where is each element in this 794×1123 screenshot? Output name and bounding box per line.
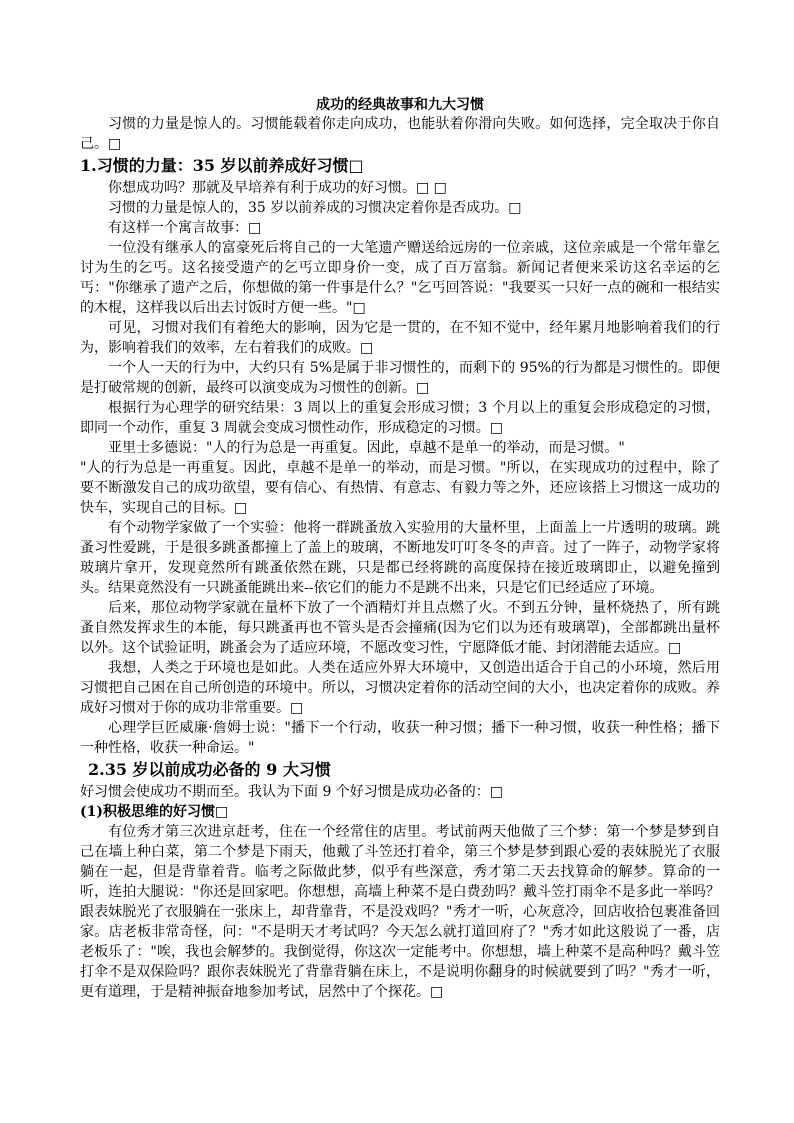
paragraph: 一个人一天的行为中，大约只有 5%是属于非习惯性的，而剩下的 95%的行为都是习惯性的。即便是打破常规的创新，最终可以演变成为习惯性的创新。□ [80,360,720,396]
document-page [80,97,720,1002]
paragraph: 习惯的力量是惊人的，35 岁以前养成的习惯决定着你是否成功。□ [108,200,522,216]
paragraph: 有个动物学家做了一个实验：他将一群跳蚤放入实验用的大量杯里，上面盖上一片透明的玻璃。跳蚤习性爱跳，于是很多跳蚤都撞上了盖上的玻璃，不断地发叮叮冬冬的声音。过了一阵子，动物学家将玻璃片拿开，发现竟然所有跳蚤依然在跳，只是都已经将跳的高度保持在接近玻璃即止，以避免撞到头。结果竟然没有一只跳蚤能跳出来--依它们的能力不是跳不出来，只是它们已经适应了环境。 [80,520,720,596]
paragraph: 你想成功吗？那就及早培养有利于成功的好习惯。□ □ [108,180,447,196]
section2-intro: 好习惯会使成功不期而至。我认为下面 9 个好习惯是成功必备的：□ [80,784,504,800]
paragraph: 一位没有继承人的富豪死后将自己的一大笔遗产赠送给远房的一位亲戚，这位亲戚是一个常年靠乞讨为生的乞丐。这名接受遗产的乞丐立即身价一变，成了百万富翁。新闻记者便来采访这名幸运的乞丐："你继承了遗产之后，你想做的第一件事是什么？"乞丐回答说："我要买一只好一点的碗和一根结实的木棍，这样我以后出去讨饭时方便一些。"□ [80,240,720,316]
section2-heading: 2.35 岁以前成功必备的 9 大习惯 [88,760,331,779]
document-title: 成功的经典故事和九大习惯 [316,97,484,113]
paragraph: 后来，那位动物学家就在量杯下放了一个酒精灯并且点燃了火。不到五分钟，量杯烧热了，所有跳蚤自然发挥求生的本能，每只跳蚤再也不管头是否会撞痛(因为它们以为还有玻璃罩)，全部都跳出量杯以外。这个试验证明，跳蚤会为了适应环境，不愿改变习性，宁愿降低才能、封闭潜能去适应。□ [80,600,720,656]
subsection1-heading: (1)积极思维的好习惯□ [80,804,229,820]
intro-paragraph: 习惯的力量是惊人的。习惯能载着你走向成功，也能驮着你滑向失败。如何选择，完全取决于你自己。□ [80,116,720,152]
paragraph: 根据行为心理学的研究结果：3 周以上的重复会形成习惯；3 个月以上的重复会形成稳定的习惯，即同一个动作，重复 3 周就会变成习惯性动作，形成稳定的习惯。□ [80,400,720,436]
paragraph: 心理学巨匠威廉·詹姆士说："播下一个行动，收获一种习惯；播下一种习惯，收获一种性格；播下一种性格，收获一种命运。" [80,720,720,756]
paragraph: 有位秀才第三次进京赶考，住在一个经常住的店里。考试前两天他做了三个梦：第一个梦是梦到自己在墙上种白菜，第二个梦是下雨天，他戴了斗笠还打着伞，第三个梦是梦到跟心爱的表妹脱光了衣服躺在一起，但是背靠着背。临考之际做此梦，似乎有些深意，秀才第二天去找算命的解梦。算命的一听，连拍大腿说："你还是回家吧。你想想，高墙上种菜不是白费劲吗？戴斗笠打雨伞不是多此一举吗？跟表妹脱光了衣服躺在一张床上，却背靠背，不是没戏吗？"秀才一听，心灰意冷，回店收拾包裹准备回家。店老板非常奇怪，问："不是明天才考试吗？今天怎么就打道回府了？"秀才如此这般说了一番，店老板乐了："唉，我也会解梦的。我倒觉得，你这次一定能考中。你想想，墙上种菜不是高种吗？戴斗笠打伞不是双保险吗？跟你表妹脱光了背靠背躺在床上，不是说明你翻身的时候就要到了吗？"秀才一听，更有道理，于是精神振奋地参加考试，居然中了个探花。□ [80,824,720,1000]
paragraph: 我想，人类之于环境也是如此。人类在适应外界大环境中，又创造出适合于自己的小环境，然后用习惯把自己困在自己所创造的环境中。所以，习惯决定着你的活动空间的大小，也决定着你的成败。养成好习惯对于你的成功非常重要。□ [80,660,720,716]
paragraph: 亚里士多德说："人的行为总是一再重复。因此，卓越不是单一的举动，而是习惯。" [108,440,625,456]
paragraph-noindent: "人的行为总是一再重复。因此，卓越不是单一的举动，而是习惯。"所以，在实现成功的过程中，除了要不断激发自己的成功欲望，要有信心、有热情、有意志、有毅力等之外，还应该搭上习惯这一成功的快车，实现自己的目标。□ [80,460,720,516]
section1-heading: 1.习惯的力量：35 岁以前养成好习惯□ [80,156,364,175]
paragraph: 可见，习惯对我们有着绝大的影响，因为它是一贯的，在不知不觉中，经年累月地影响着我们的行为，影响着我们的效率，左右着我们的成败。□ [80,320,720,356]
paragraph: 有这样一个寓言故事：□ [108,220,262,236]
